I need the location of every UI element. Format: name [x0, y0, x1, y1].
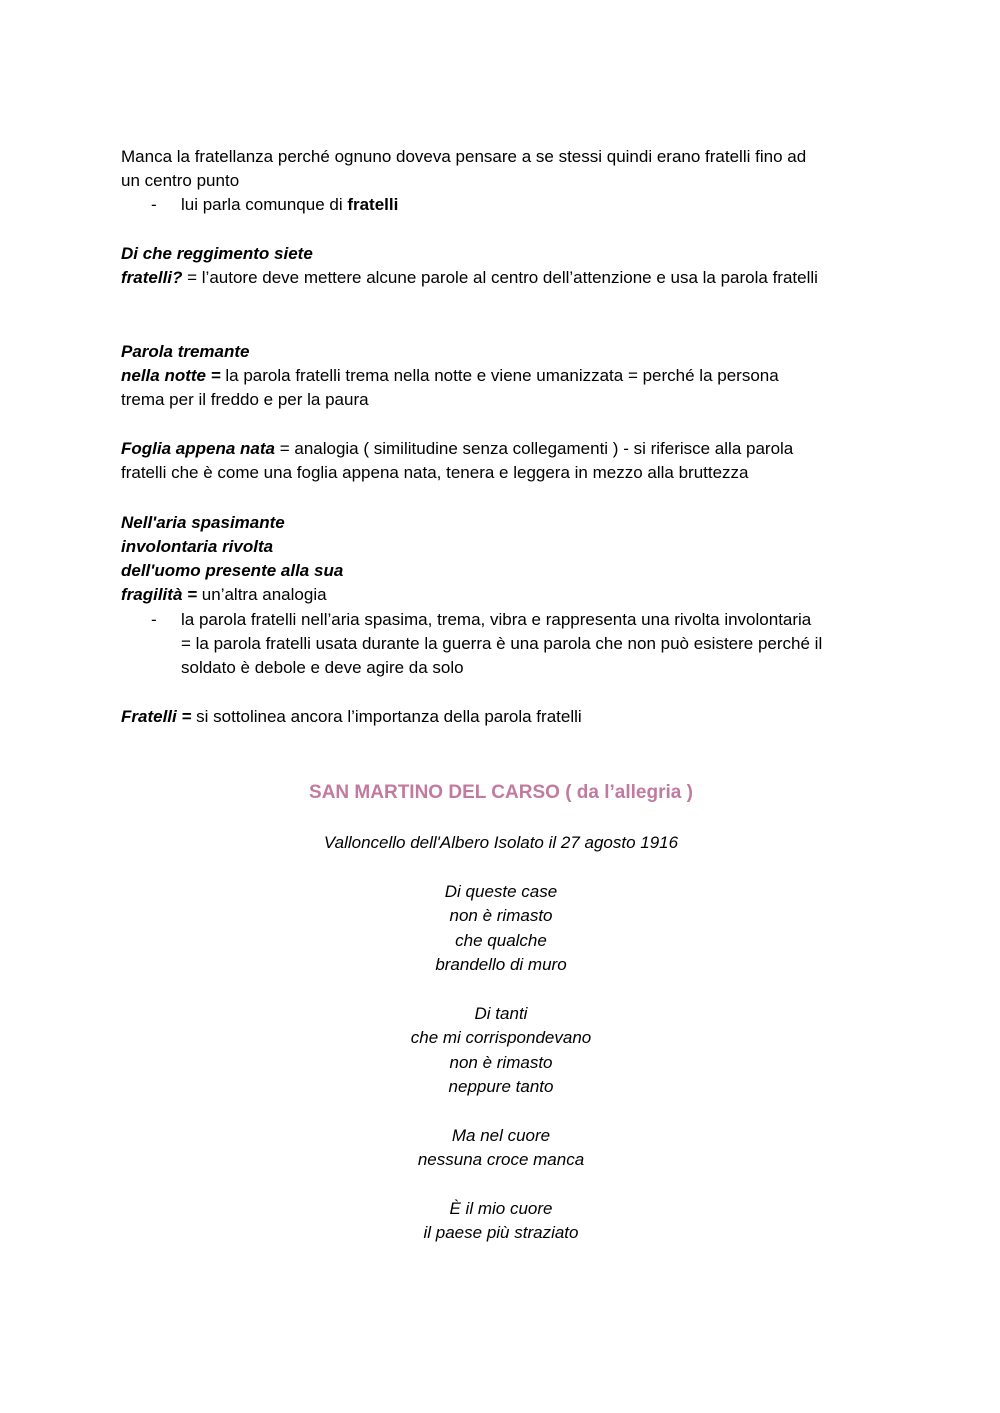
- poem-verse: Ma nel cuore: [451, 1126, 551, 1145]
- poem-verse: che mi corrispondevano: [410, 1028, 592, 1048]
- poem-dateline: Valloncello dell'Albero Isolato il 27 agosto 1916: [323, 833, 679, 852]
- bullet-text: la parola fratelli nell’aria spasima, trema, vibra e rappresenta una rivolta involontaria: [181, 610, 812, 629]
- bullet-bold-text: fratelli: [347, 195, 399, 214]
- poem-verse: non è rimasto: [449, 906, 553, 926]
- verse-quote: Nell'aria spasimante: [121, 513, 285, 532]
- paragraph-line: [121, 583, 327, 607]
- verse-quote: Fratelli =: [121, 707, 192, 726]
- poem-title: SAN MARTINO DEL CARSO ( da l’allegria ): [309, 782, 693, 803]
- poem-verse: È il mio cuore: [449, 1199, 553, 1218]
- poem-stanza: [121, 1197, 881, 1246]
- poem-stanza: [121, 1002, 881, 1100]
- bullet-dash: -: [151, 610, 157, 629]
- poem-verse: brandello di muro: [435, 955, 567, 975]
- commentary-text: un’altra analogia: [197, 585, 327, 604]
- poem-verse: non è rimasto: [449, 1052, 553, 1072]
- bullet-continuation: = la parola fratelli usata durante la guerra è una parola che non può esistere perché il: [181, 634, 823, 653]
- commentary-text: = l’autore deve mettere alcune parole al centro dell’attenzione e usa la parola fratelli: [182, 268, 818, 287]
- poem-verse: che qualche: [455, 930, 547, 950]
- paragraph-line: [121, 266, 818, 290]
- poem-verse: neppure tanto: [448, 1077, 554, 1097]
- bullet-text: lui parla comunque di: [181, 195, 348, 214]
- verse-quote: involontaria rivolta: [121, 537, 274, 556]
- poem-verse: Di tanti: [474, 1004, 528, 1023]
- paragraph-line: trema per il freddo e per la paura: [121, 390, 369, 409]
- paragraph-line: [121, 437, 793, 461]
- paragraph-line: [121, 705, 582, 729]
- poem-verse: il paese più straziato: [423, 1223, 579, 1243]
- poem-verse: Di queste case: [444, 882, 558, 901]
- bullet-dash: -: [151, 195, 157, 214]
- commentary-text: la parola fratelli trema nella notte e viene umanizzata = perché la persona: [220, 366, 779, 385]
- poem-stanza: [121, 1124, 881, 1173]
- verse-quote: nella notte =: [121, 366, 221, 385]
- paragraph-line: Manca la fratellanza perché ognuno doveva pensare a se stessi quindi erano fratelli fino ad: [121, 147, 807, 166]
- verse-quote: fragilità =: [121, 585, 198, 604]
- poem-verse: nessuna croce manca: [417, 1150, 585, 1170]
- verse-quote: dell'uomo presente alla sua: [121, 561, 344, 580]
- paragraph-line: fratelli che è come una foglia appena nata, tenera e leggera in mezzo alla bruttezza: [121, 463, 749, 482]
- paragraph-line: [121, 364, 779, 388]
- verse-quote: Parola tremante: [121, 342, 250, 361]
- verse-quote: fratelli?: [121, 268, 183, 287]
- verse-quote: Di che reggimento siete: [121, 244, 313, 263]
- commentary-text: = analogia ( similitudine senza collegamenti ) - si riferisce alla parola: [274, 439, 794, 458]
- bullet-continuation: soldato è debole e deve agire da solo: [181, 658, 464, 677]
- paragraph-line: un centro punto: [121, 171, 240, 190]
- poem-stanza: [121, 880, 881, 978]
- commentary-text: si sottolinea ancora l’importanza della parola fratelli: [191, 707, 582, 726]
- verse-quote: Foglia appena nata: [121, 439, 275, 458]
